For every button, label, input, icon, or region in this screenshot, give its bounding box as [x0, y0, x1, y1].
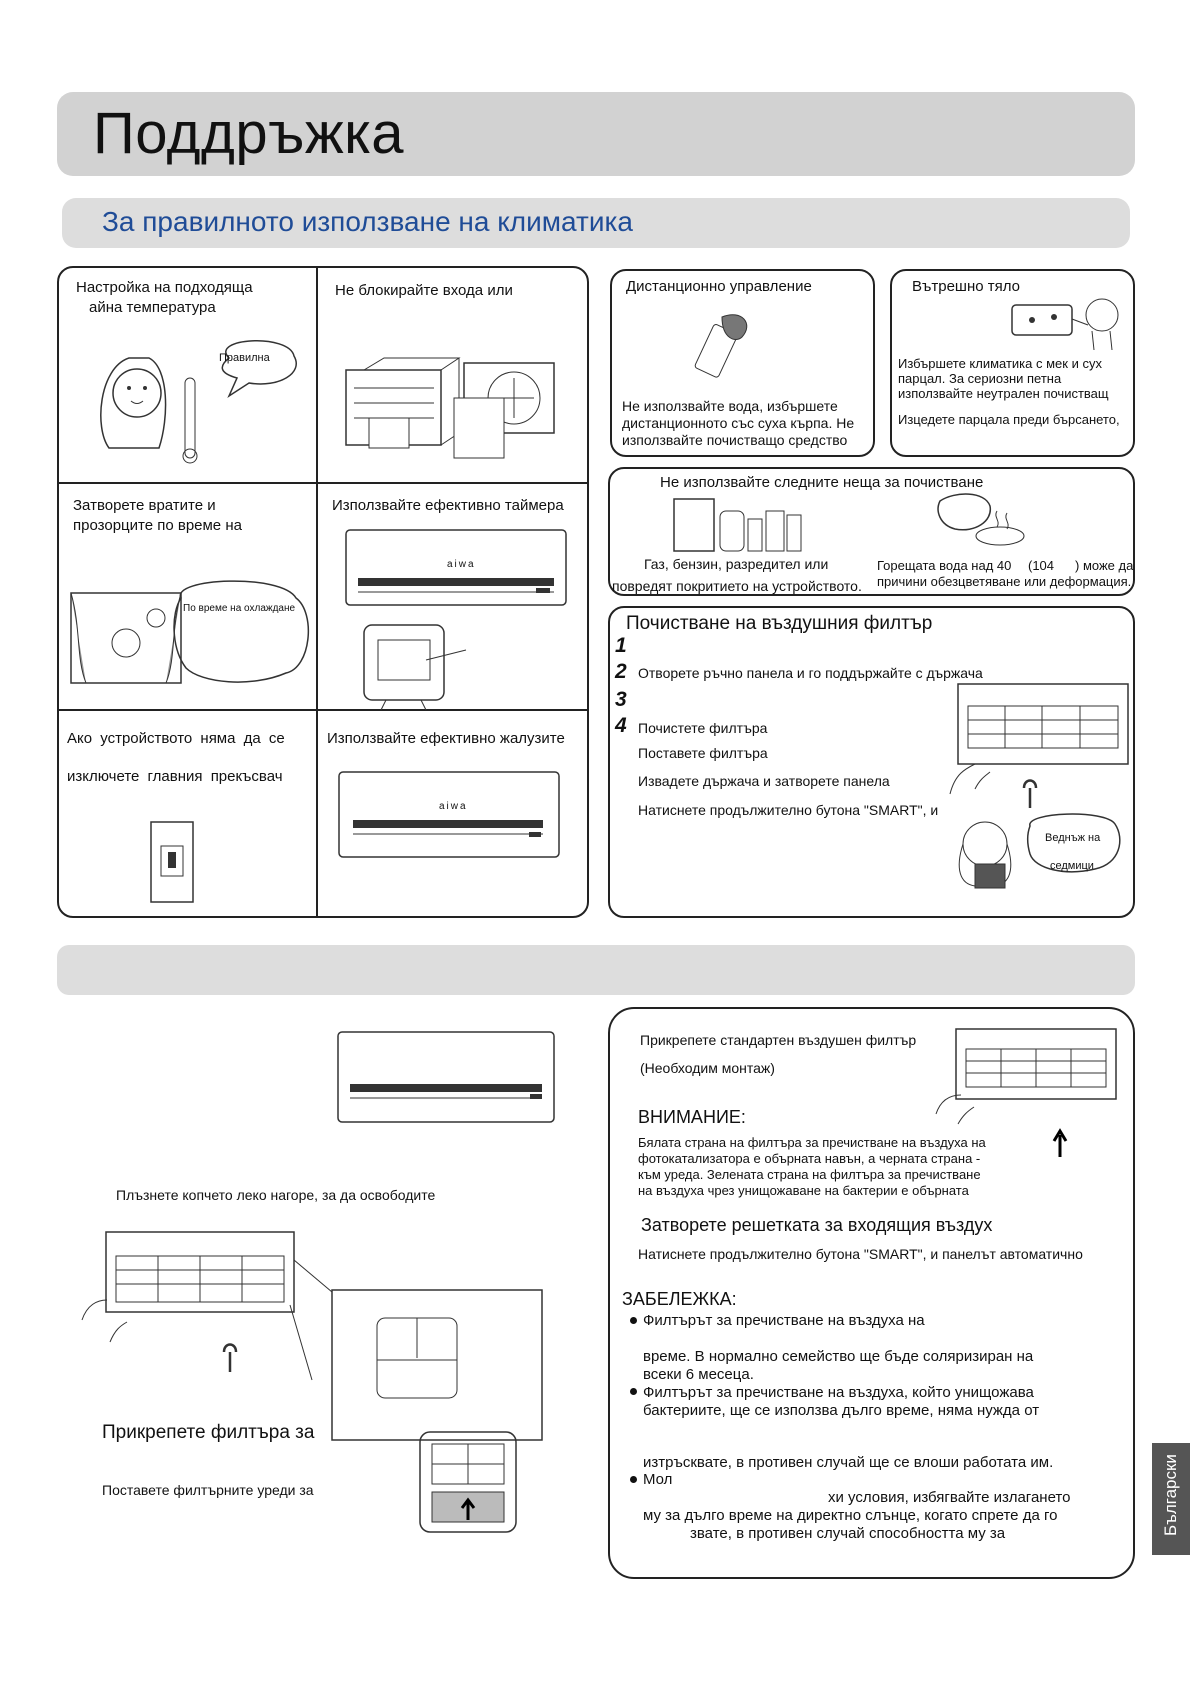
unit-front-illustration: [338, 1032, 558, 1124]
girl-weekly-illustration: [955, 814, 1130, 894]
open-panel-illustration: [950, 684, 1130, 804]
close-grille-text: Натиснете продължително бутона "SMART", и панелът автоматично: [638, 1246, 1083, 1262]
note-line7: Мол: [643, 1471, 673, 1488]
note-bullet-icon: [630, 1317, 637, 1324]
note-line5: бактериите, ще се използва дълго време, няма нужда от: [643, 1402, 1040, 1419]
timer-brand: aiwa: [447, 559, 476, 570]
caution-title: ВНИМАНИЕ:: [638, 1107, 746, 1127]
girl-thermometer-illustration: [89, 338, 309, 468]
tips-grid: [57, 266, 589, 918]
note-line1: Филтърът за пречистване на въздуха на: [643, 1312, 925, 1329]
note-line3: всеки 6 месеца.: [643, 1366, 754, 1383]
step-num-4: 4: [615, 714, 627, 737]
attach-filter-title: Прикрепете филтъра за: [102, 1422, 315, 1443]
indoor-line1: Избършете климатика с мек и сух: [898, 356, 1102, 371]
remote-line1: Не използвайте вода, избършете: [622, 398, 838, 414]
step4-text: Почистете филтъра: [638, 720, 768, 736]
subtitle-bar: [62, 198, 1130, 248]
dont-right-line1: Горещата вода над 40: [877, 558, 1012, 573]
page-title: Поддръжка: [93, 101, 405, 166]
remote-line2: дистанционното със суха кърпа. Не: [622, 415, 855, 431]
step-num-3: 3: [615, 688, 627, 711]
note-line9: му за дълго време на директно слънце, когато спрете да го: [643, 1507, 1058, 1524]
note-bullet-icon: [630, 1388, 637, 1395]
solvent-bottles-icon: [674, 497, 804, 552]
tip-timer-text: Използвайте ефективно таймера: [332, 497, 564, 514]
breaker-switch-illustration: [151, 822, 201, 907]
hot-water-icon: [935, 491, 1030, 551]
push-knob-text: Плъзнете копчето леко нагоре, за да освободите: [116, 1187, 436, 1203]
tip-temp-line2: айна температура: [89, 299, 216, 316]
indoor-box: [890, 269, 1135, 457]
dont-use-box: [608, 467, 1135, 596]
caution-line1: Бялата страна на филтъра за пречистване на въздуха на: [638, 1135, 986, 1150]
indoor-wipe-illustration: [1012, 295, 1122, 355]
up-arrow-icon: [1050, 1127, 1070, 1161]
tip-switch-line2: изключете главния прекъсвач: [67, 768, 283, 785]
tip-close-line2: прозорците по време на: [73, 517, 242, 534]
dont-right-line2: причини обезцветяване или деформация.: [877, 574, 1132, 589]
tip-switch-line1: Ако устройството няма да се: [67, 730, 285, 747]
caution-line3: към уреда. Зелената страна на филтъра за пречистване: [638, 1167, 981, 1182]
louver-brand: aiwa: [439, 801, 468, 812]
indoor-line4: Изцедете парцала преди бърсането,: [898, 412, 1120, 427]
dont-right-line1c: ) може да: [1075, 558, 1134, 573]
remote-wipe-icon: [692, 309, 762, 379]
note-line2: време. В нормално семейство ще бъде соляризиран на: [643, 1348, 1034, 1365]
attach-std-filter: Прикрепете стандартен въздушен филтър: [640, 1032, 917, 1048]
louver-unit-illustration: [339, 772, 564, 862]
step2-text: Отворете ръчно панела и го поддържайте с държача: [638, 665, 983, 681]
attach-filter-text: Поставете филтърните уреди за: [102, 1482, 314, 1498]
put-filter-text: Поставете филтъра: [638, 745, 768, 761]
mount-needed: (Необходим монтаж): [640, 1060, 775, 1076]
filter-box: [608, 606, 1135, 918]
language-tab: [1152, 1443, 1190, 1555]
filter-attach-box: [608, 1007, 1135, 1579]
indoor-line3: използвайте неутрален почистващ: [898, 386, 1109, 401]
press-smart-text: Натиснете продължително бутона "SMART", и: [638, 802, 939, 818]
bubble-correct: Правилна: [219, 352, 270, 364]
close-grille-title: Затворете решетката за входящия въздух: [641, 1215, 993, 1235]
blocked-unit-illustration: [344, 358, 574, 468]
bubble-weeks: седмици: [1050, 860, 1094, 872]
step-num-2: 2: [615, 660, 627, 683]
indoor-title: Вътрешно тяло: [912, 278, 1021, 295]
remote-line3: използвайте почистващо средство: [622, 432, 848, 448]
note-line6: изтръсквате, в противен случай ще се влоши работата им.: [643, 1454, 1054, 1471]
tip-close-line1: Затворете вратите и: [73, 497, 216, 514]
note-bullet-icon: [630, 1476, 637, 1483]
tip-temp-line1: Настройка на подходяща: [76, 279, 253, 296]
indoor-line2: парцал. За сериозни петна: [898, 371, 1062, 386]
tip-louver-text: Използвайте ефективно жалузите: [327, 730, 565, 747]
note-line8: хи условия, избягвайте излагането: [828, 1489, 1071, 1506]
section-band: [57, 945, 1135, 995]
note-title: ЗАБЕЛЕЖКА:: [622, 1289, 737, 1309]
section-subtitle: За правилното използване на климатика: [102, 206, 633, 237]
dont-use-title: Не използвайте следните неща за почистване: [660, 474, 984, 491]
caution-line4: на въздуха чрез унищожаване на бактерии е обърната: [638, 1183, 969, 1198]
step-num-1: 1: [615, 634, 627, 657]
caution-line2: фотокатализатора е обърната навън, а черната страна -: [638, 1151, 981, 1166]
language-tab-label: Български: [1161, 1454, 1180, 1536]
dont-left-line2: повредят покритието на устройството.: [612, 578, 862, 594]
dont-right-temp: (104: [1028, 558, 1055, 573]
filter-install-illustration: [420, 1432, 525, 1537]
note-line4: Филтърът за пречистване на въздуха, който унищожава: [643, 1384, 1034, 1401]
dont-left-line1: Газ, бензин, разредител или: [644, 556, 829, 572]
bubble-once: Веднъж на: [1045, 832, 1101, 844]
title-bar: [57, 92, 1135, 176]
unit-open-illustration: [936, 1029, 1126, 1119]
filter-removal-illustration: [82, 1230, 542, 1430]
remove-holder-text: Извадете държача и затворете панела: [638, 773, 890, 789]
note-line10: звате, в противен случай способността му за: [690, 1525, 1006, 1542]
tip-block-text: Не блокирайте входа или: [335, 282, 513, 299]
remote-title: Дистанционно управление: [626, 278, 812, 295]
remote-box: [610, 269, 875, 457]
bubble-cooling: По време на охлаждане: [183, 603, 296, 614]
filter-title: Почистване на въздушния филтър: [626, 613, 933, 634]
